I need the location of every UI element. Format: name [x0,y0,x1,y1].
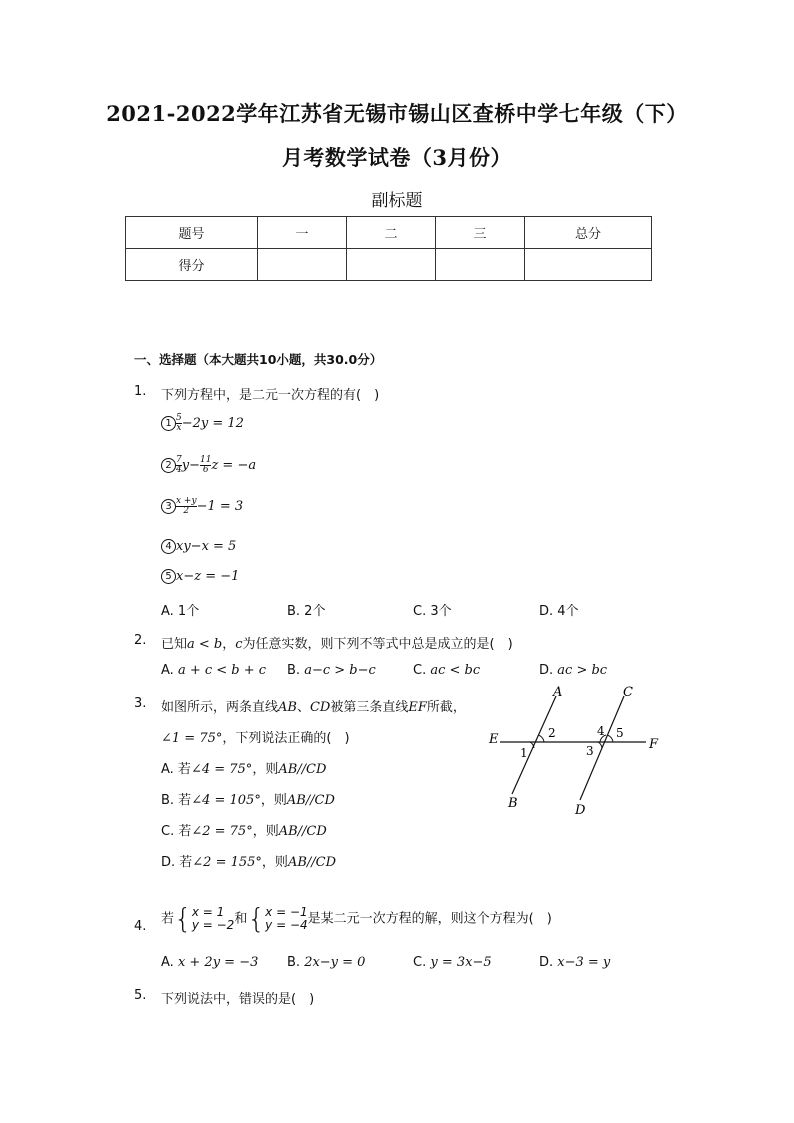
option-label: A. 若 [161,762,191,777]
question-number: 1. [134,384,147,399]
score-input-cell[interactable] [347,249,436,281]
question-number: 2. [134,633,147,648]
question-number: 3. [134,696,147,711]
equation-text: y− [181,458,200,473]
table-cell: 三 [436,217,525,249]
option-d[interactable] [161,851,336,870]
math-expr: 2x−y = 0 [304,955,366,970]
stem-text: 已知 [161,637,188,652]
table-cell: 得分 [126,249,258,281]
option-label: B. 若 [161,793,192,808]
option-label: A. [161,663,178,678]
angle-arc-1 [530,742,534,748]
option-a[interactable] [161,955,258,970]
math-expr: a−c > b−c [304,663,376,678]
stem-text: ，下列说法正确的( ) [222,731,350,746]
equation-system-2 [265,906,307,932]
equation-text: xy−x = 5 [176,539,237,554]
option-c[interactable] [413,955,492,970]
math-expr: ∠4 = 75° [190,762,253,777]
option-label: C. 若 [161,824,192,839]
table-cell: 二 [347,217,436,249]
section-heading: 一、选择题（本大题共10小题，共30.0分） [134,352,383,367]
option-label: D. 若 [161,855,193,870]
option-label: C. [413,663,431,678]
question-stem-line2 [161,727,350,746]
option-label: B. [287,663,305,678]
label-b: B [508,796,518,811]
equation-text: x−z = −1 [176,569,240,584]
exam-title-line1: 2021-2022学年江苏省无锡市锡山区查桥中学七年级（下） [106,101,688,126]
circled-number: 4 [161,539,176,554]
score-input-cell[interactable] [436,249,525,281]
option-a[interactable] [161,758,326,777]
geometry-figure [486,684,668,820]
equation-text: −2y = 12 [181,416,244,431]
angle-arc-5 [607,735,613,742]
label-angle-5: 5 [616,726,624,740]
math-expr: AB [278,700,297,715]
option-text: ，则 [252,824,279,839]
equation-4 [161,539,236,554]
system-line: y = −4 [265,918,308,932]
table-cell: 总分 [525,217,652,249]
circled-number: 3 [161,499,176,514]
option-d[interactable] [539,663,607,678]
stem-text: 和 [234,911,248,927]
equation-text: −1 = 3 [196,499,244,514]
denominator: 4 [176,465,182,475]
option-b[interactable]: B. 2个 [287,604,326,619]
equation-5 [161,569,239,584]
exam-title-line2: 月考数学试卷（3月份） [281,145,513,170]
equation-text: z = −a [211,458,257,473]
score-input-cell[interactable] [525,249,652,281]
math-expr: y = 3x−5 [430,955,492,970]
math-expr: a < b [187,637,223,652]
stem-text: 是某二元一次方程的解，则这个方程为( ) [307,911,552,927]
circled-number: 5 [161,569,176,584]
question-stem: 下列说法中，错误的是( ) [161,992,315,1007]
stem-text: 如图所示，两条直线 [161,700,279,715]
option-label: C. [413,955,431,970]
option-b[interactable] [161,789,335,808]
line-ab [512,696,556,794]
circled-number: 2 [161,458,176,473]
numerator: 7 [176,455,182,465]
stem-text: 若 [161,911,175,927]
score-table [125,216,652,281]
label-a: A [553,685,563,700]
circled-number: 1 [161,416,176,431]
label-c: C [623,685,633,700]
equation-2 [161,456,256,475]
option-b[interactable] [287,663,376,678]
option-text: ，则 [252,762,279,777]
option-c[interactable] [413,663,480,678]
question-number: 4. [134,919,147,934]
system-line: y = −2 [191,918,235,932]
angle-arc-3 [598,742,602,748]
option-c[interactable]: C. 3个 [413,604,452,619]
question-stem [161,633,513,652]
option-a[interactable]: A. 1个 [161,604,200,619]
label-angle-2: 2 [548,726,556,740]
equation-system-1 [192,906,234,932]
math-expr: x−3 = y [557,955,611,970]
fraction [200,456,211,475]
score-table-header-row [126,217,652,249]
math-expr: x + 2y = −3 [177,955,259,970]
fraction [176,497,197,516]
question-stem [161,902,552,935]
stem-text: 所截， [426,700,466,715]
numerator: x +y [176,496,197,506]
option-label: D. [539,663,558,678]
label-angle-4: 4 [597,724,605,738]
brace-icon: { [174,902,192,935]
math-expr: AB//CD [278,762,327,777]
math-expr: ∠2 = 155° [192,855,262,870]
option-label: D. [539,955,558,970]
stem-text: 被第三条直线 [330,700,409,715]
math-expr: ∠4 = 105° [191,793,261,808]
angle-arc-2 [538,735,544,742]
math-expr: ac > bc [557,663,608,678]
question-stem: 下列方程中，是二元一次方程的有( ) [161,388,380,403]
system-line: x = −1 [265,905,308,919]
denominator: 2 [176,506,197,516]
option-b[interactable] [287,955,365,970]
math-expr: AB//CD [286,793,335,808]
math-expr: CD [309,700,331,715]
question-stem [161,696,466,715]
option-text: ，则 [261,855,288,870]
math-expr: ∠1 = 75° [161,731,223,746]
numerator: 11 [199,455,212,465]
math-expr: AB//CD [287,855,337,870]
math-expr: ∠2 = 75° [191,824,253,839]
option-text: ，则 [260,793,287,808]
denominator: x [176,423,182,433]
stem-text: ， [222,637,236,652]
equation-3 [161,497,243,516]
numerator: 5 [176,413,182,423]
score-input-cell[interactable] [258,249,347,281]
subtitle: 副标题 [371,191,423,211]
math-expr: a + c < b + c [177,663,267,678]
option-label: B. [287,955,305,970]
score-table-score-row [126,249,652,281]
math-expr: c [235,637,243,652]
table-cell: 题号 [126,217,258,249]
option-d[interactable] [539,955,610,970]
label-e: E [489,732,499,747]
option-c[interactable] [161,820,327,839]
equation-1 [161,414,244,433]
label-f: F [649,737,659,752]
table-cell: 一 [258,217,347,249]
math-expr: AB//CD [278,824,327,839]
option-label: A. [161,955,178,970]
option-a[interactable] [161,663,266,678]
stem-text: 为任意实数，则下列不等式中总是成立的是( ) [242,637,513,652]
stem-text: 、 [296,700,310,715]
label-d: D [575,803,586,818]
system-line: x = 1 [191,905,225,919]
option-d[interactable]: D. 4个 [539,604,579,619]
brace-icon: { [247,902,266,935]
question-number: 5. [134,988,147,1003]
label-angle-3: 3 [586,744,594,758]
label-angle-1: 1 [520,746,528,760]
math-expr: ac < bc [430,663,481,678]
math-expr: EF [408,700,427,715]
denominator: 6 [200,465,211,475]
